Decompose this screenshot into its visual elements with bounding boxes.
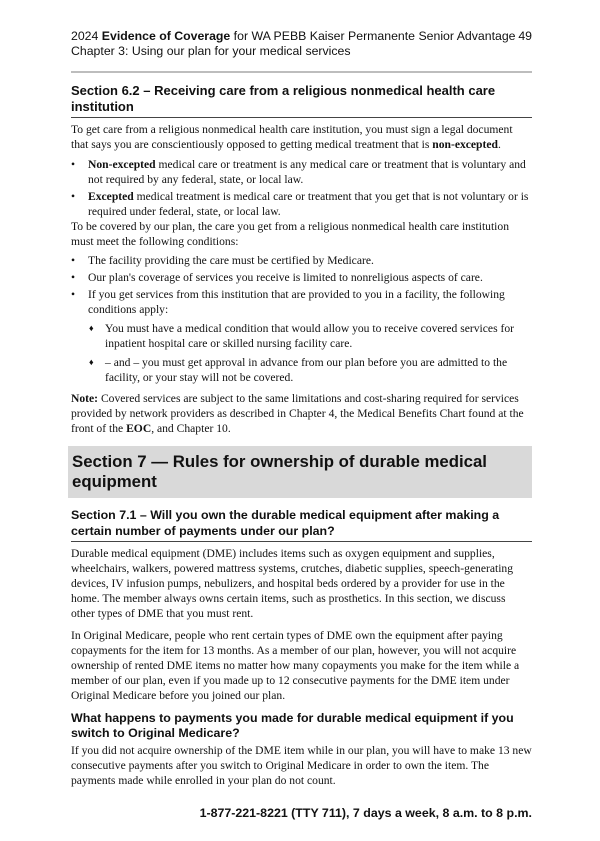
subheading: What happens to payments you made for durable medical equipment if you switch to Original Medicare? — [71, 711, 514, 740]
section-6-2 — [71, 83, 532, 436]
page-header — [71, 29, 532, 59]
section-heading: Section 6.2 – Receiving care from a religious nonmedical health care institution — [71, 83, 532, 118]
header-title: 2024 Evidence of Coverage for WA PEBB Kaiser Permanente Senior Advantage — [71, 29, 516, 43]
sub-list-item: ♦ – and – you must get approval in advance from our plan before you are admitted to the facility, or your stay will not be covered. — [89, 356, 508, 384]
bullet-icon: • — [71, 254, 76, 267]
list-item: • Excepted medical treatment is medical care or treatment that you get that is not voluntary or is required under federal, state, or local law. — [71, 190, 529, 218]
paragraph: Durable medical equipment (DME) includes items such as oxygen equipment and supplies, wheelchairs, walkers, powered mattress systems, crutches, diabetic supplies, speech-generating devices, IV infusion pumps, nebulizers, and hospital beds ordered by a provider for use in the home. The member always owns certain items, such as prosthetics. In this section, we discuss other types of DME that you must rent. — [71, 547, 514, 620]
paragraph: In Original Medicare, people who rent certain types of DME own the equipment after paying copayments for the item for 13 months. As a member of our plan, however, you will not acquire ownership of rented DME items no matter how many copayments you make for the item while a member of our plan, even if you made up to 12 consecutive payments for the DME item under Original Medicare before you joined our plan. — [71, 629, 520, 702]
list-item: • If you get services from this institution that are provided to you in a facility, the following conditions apply: — [71, 288, 505, 316]
paragraph: If you did not acquire ownership of the DME item while in our plan, you will have to make 13 new consecutive payments after you switch to Original Medicare in order to own the item. The payments made while enrolled in your plan do not count. — [71, 744, 532, 787]
bullet-icon: • — [71, 288, 76, 301]
section-7-banner — [68, 446, 532, 498]
header-divider — [71, 71, 532, 73]
list-item: • Our plan's coverage of services you receive is limited to nonreligious aspects of care. — [71, 271, 483, 284]
note-paragraph: Note: Covered services are subject to the same limitations and cost-sharing required for services provided by network providers as described in Chapter 4, the Medical Benefits Chart found at the front of the EOC, and Chapter 10. — [71, 392, 524, 435]
footer-contact: 1-877-221-8221 (TTY 711), 7 days a week, 8 a.m. to 8 p.m. — [199, 806, 532, 820]
page-number: 49 — [518, 29, 532, 43]
conditions-intro: To be covered by our plan, the care you get from a religious nonmedical health care institution must meet the following conditions: — [71, 220, 509, 248]
diamond-bullet-icon: ♦ — [89, 323, 94, 333]
intro-paragraph: To get care from a religious nonmedical health care institution, you must sign a legal document that says you are conscientiously opposed to getting medical treatment that is non-excepted. — [71, 123, 513, 151]
section-7-1 — [71, 508, 532, 788]
sub-list-item: ♦ You must have a medical condition that would allow you to receive covered services for inpatient hospital care or skilled nursing facility care. — [89, 322, 514, 350]
header-chapter: Chapter 3: Using our plan for your medical services — [71, 44, 351, 58]
bullet-icon: • — [71, 271, 76, 284]
bullet-icon: • — [71, 190, 76, 203]
section-7-heading: Section 7 — Rules for ownership of durable medical equipment — [72, 452, 487, 491]
list-item: • The facility providing the care must be certified by Medicare. — [71, 254, 374, 267]
section-heading: Section 7.1 – Will you own the durable medical equipment after making a certain number of payments under our plan? — [71, 508, 532, 542]
list-item: • Non-excepted medical care or treatment is any medical care or treatment that is voluntary and not required by any federal, state, or local law. — [71, 158, 526, 186]
diamond-bullet-icon: ♦ — [89, 357, 94, 367]
bullet-icon: • — [71, 158, 76, 171]
